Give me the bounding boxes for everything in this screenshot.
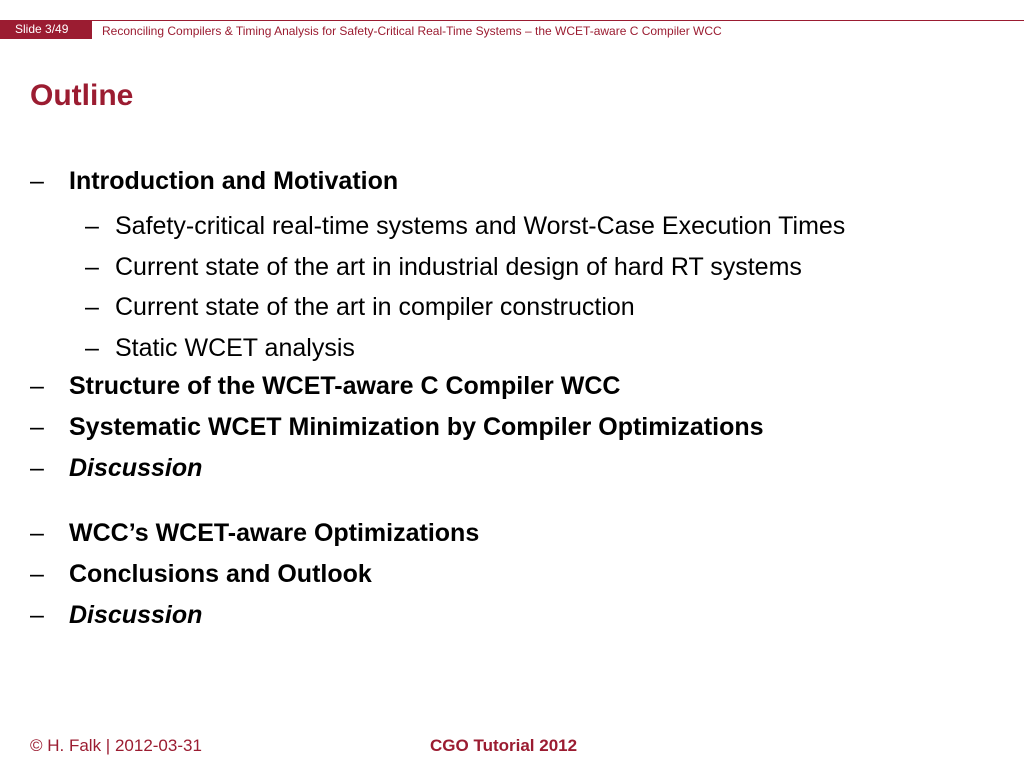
bullet-dash: – [85, 253, 99, 281]
outline-item-label: Structure of the WCET-aware C Compiler WCC [69, 372, 621, 400]
bullet-dash: – [85, 293, 99, 321]
bullet-dash: – [30, 519, 44, 547]
outline-subitem-label: Current state of the art in industrial design of hard RT systems [115, 253, 802, 281]
bullet-dash: – [30, 454, 44, 482]
bullet-dash: – [30, 372, 44, 400]
outline-subitem-label: Static WCET analysis [115, 334, 355, 362]
outline-subitem-label: Safety-critical real-time systems and Worst-Case Execution Times [115, 212, 846, 240]
page-title: Outline [30, 79, 134, 112]
outline-item-label: WCC’s WCET-aware Optimizations [69, 519, 480, 547]
bullet-dash: – [30, 601, 44, 629]
outline-item-label: Systematic WCET Minimization by Compiler Optimizations [69, 413, 764, 441]
footer-event: CGO Tutorial 2012 [430, 736, 578, 755]
bullet-dash: – [30, 560, 44, 588]
outline-item-label: Discussion [69, 454, 203, 482]
outline-item-label: Conclusions and Outlook [69, 560, 372, 588]
presentation-title: Reconciling Compilers & Timing Analysis for Safety-Critical Real-Time Systems – the WCET-aware C Compiler WCC [102, 24, 722, 38]
footer-author-date: © H. Falk | 2012-03-31 [30, 736, 202, 755]
outline-subitem-label: Current state of the art in compiler construction [115, 293, 635, 321]
bullet-dash: – [85, 212, 99, 240]
header-divider [92, 20, 1024, 21]
bullet-dash: – [30, 167, 44, 195]
slide-number-badge: Slide 3/49 [0, 20, 92, 39]
bullet-dash: – [30, 413, 44, 441]
outline-item-label: Discussion [69, 601, 203, 629]
bullet-dash: – [85, 334, 99, 362]
outline-item-label: Introduction and Motivation [69, 167, 399, 195]
